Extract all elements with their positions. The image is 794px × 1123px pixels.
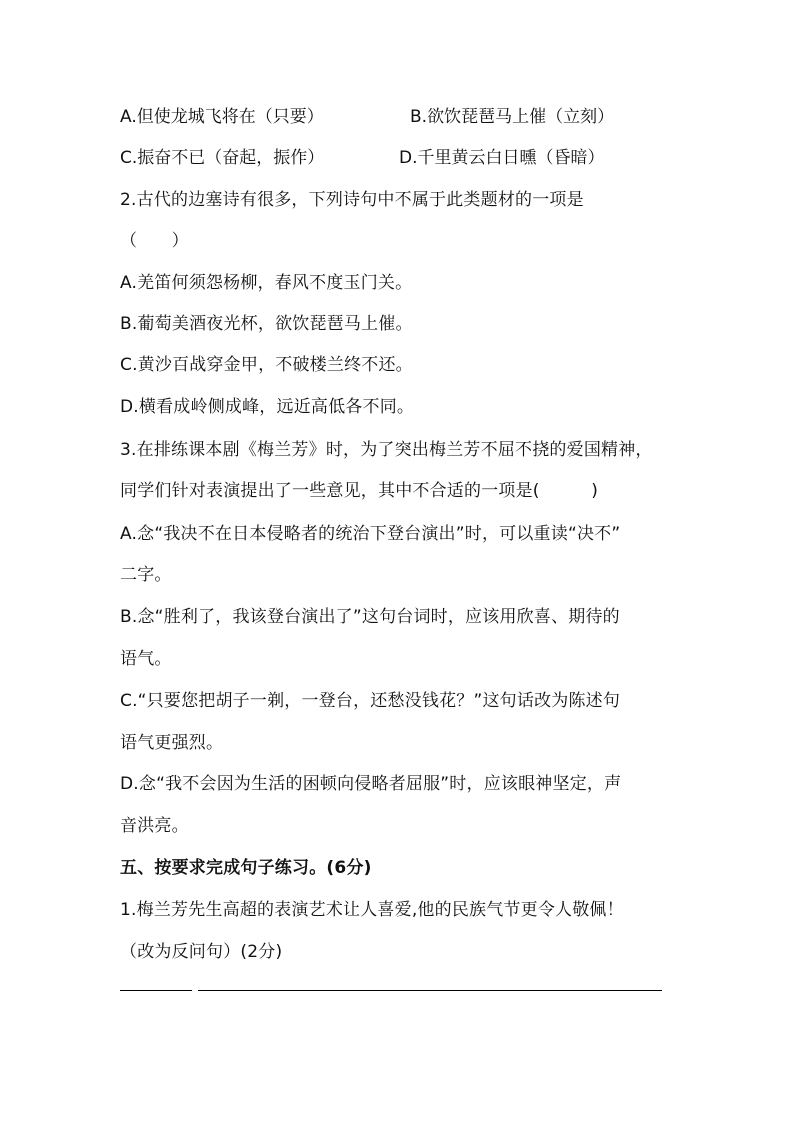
q3-option-c-line-2: 语气更强烈。 [120,733,224,753]
answer-line-segment-4 [600,990,662,991]
answer-line-segment-3 [226,990,600,991]
q3-stem-line-1: 3.在排练课本剧《梅兰芳》时，为了突出梅兰芳不屈不挠的爱国精神， [120,440,653,460]
q3-option-b-line-2: 语气。 [120,649,172,669]
q3-option-a-line-2: 二字。 [120,565,172,585]
q3-stem-line-2: 同学们针对表演提出了一些意见，其中不合适的一项是( ) [120,481,599,501]
answer-line-segment-1 [120,990,192,991]
section-5-q1-line-1: 1.梅兰芳先生高超的表演艺术让人喜爱,他的民族气节更令人敬佩！ [120,900,624,920]
q1-option-d: D.千里黄云白日曛（昏暗） [399,148,605,168]
q3-option-c-line-1: C.“只要您把胡子一剃，一登台，还愁没钱花？”这句话改为陈述句 [120,691,621,711]
q3-option-a-line-1: A.念“我决不在日本侵略者的统治下登台演出”时，可以重读“决不” [120,524,621,544]
q2-option-a: A.羌笛何须怨杨柳，春风不度玉门关。 [120,273,413,293]
q2-option-b: B.葡萄美酒夜光杯，欲饮琵琶马上催。 [120,314,413,334]
q1-option-b: B.欲饮琵琶马上催（立刻） [410,107,615,127]
q2-option-d: D.横看成岭侧成峰，远近高低各不同。 [120,397,415,417]
answer-line-segment-2 [198,990,226,991]
section-5-q1-line-2: （改为反问句）(2分) [120,942,283,962]
q3-option-b-line-1: B.念“胜利了，我该登台演出了”这句台词时，应该用欣喜、期待的 [120,607,620,627]
q3-option-d-line-1: D.念“我不会因为生活的困顿向侵略者屈服”时，应该眼神坚定，声 [120,774,622,794]
q2-option-c: C.黄沙百战穿金甲，不破楼兰终不还。 [120,355,413,375]
section-5-heading: 五、按要求完成句子练习。(6分) [120,858,372,878]
q2-answer-paren: （ ） [120,231,189,251]
q1-options-row-1 [120,106,680,128]
q2-stem: 2.古代的边塞诗有很多，下列诗句中不属于此类题材的一项是 [120,190,584,210]
q1-option-c: C.振奋不已（奋起，振作） [120,148,325,168]
q1-option-a: A.但使龙城飞将在（只要） [120,107,324,127]
q1-options-row-2 [120,147,680,169]
q3-option-d-line-2: 音洪亮。 [120,816,189,836]
